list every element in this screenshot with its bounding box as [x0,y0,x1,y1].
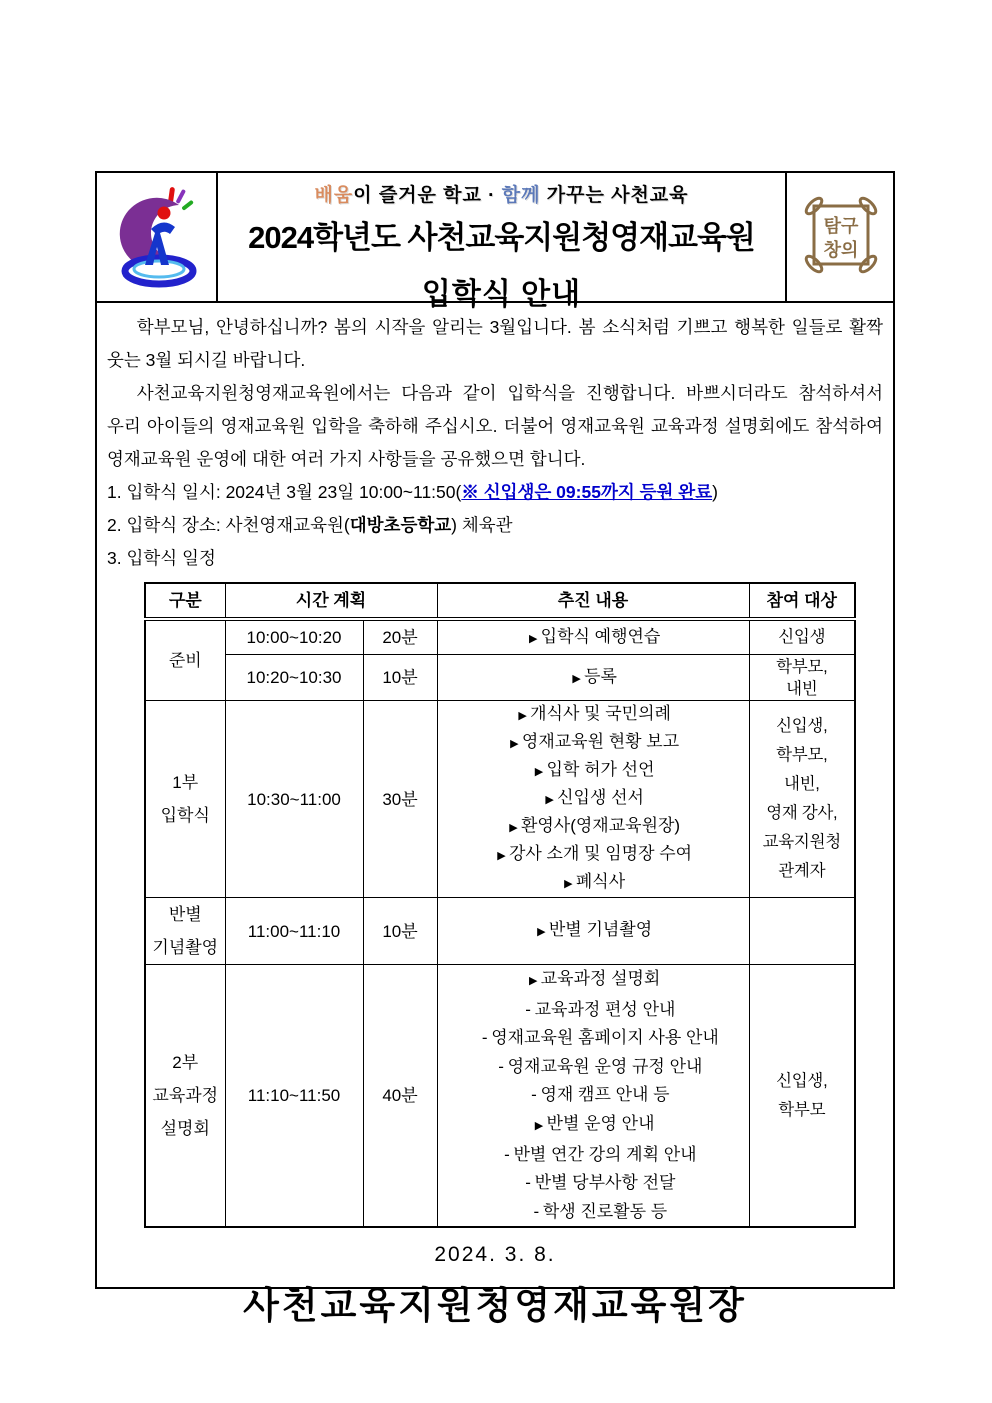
content-item: 환영사(영재교육원장) [520,816,681,835]
time-cell: 11:10~11:50 [225,965,363,1228]
duration-cell: 10분 [363,655,437,701]
header-participants: 참여 대상 [749,583,855,619]
content-cell [437,655,749,701]
group-label: 반별 [168,905,202,924]
content-item: 입학식 예행연습 [540,626,661,646]
content-item: 영재교육원 운영 규정 안내 [507,1056,703,1076]
stamp-text-line2: 창의 [823,239,859,260]
stamp-cell [785,173,893,301]
duration-cell: 10분 [363,898,437,965]
time-cell: 11:00~11:10 [225,898,363,965]
content-cell [437,701,749,898]
bullet-marker: ▶ [545,794,554,806]
participant-line: 내빈 [786,679,818,698]
datetime-prefix: 1. 입학식 일시: 2024년 3월 23일 10:00~11:50( [107,482,462,502]
table-row [145,965,855,1228]
content-item: 신입생 선서 [557,788,644,807]
item-ceremony-schedule: 3. 입학식 일정 [107,548,216,568]
participant-line: 학부모, [776,657,828,676]
participants-cell [749,619,855,655]
content-item: 반별 당부사항 전달 [534,1173,676,1193]
slogan-tail: 가꾸는 사천교육 [540,185,689,206]
bullet-marker: ▶ [528,632,538,645]
participant-line: 관계자 [778,862,826,880]
participant-line: 신입생, [776,717,828,735]
content-item: 영재교육원 홈페이지 사용 안내 [491,1028,719,1048]
group-label: 2부 [172,1053,199,1073]
header-content: 추진 내용 [437,583,749,619]
content-item: 폐식사 [575,872,626,891]
bullet-marker: ▶ [534,1119,544,1132]
group-cell [145,701,225,898]
time-cell: 10:30~11:00 [225,701,363,898]
content-cell [437,965,749,1228]
duration-cell: 20분 [363,619,437,655]
location-prefix: 2. 입학식 장소: 사천영재교육원( [107,515,350,535]
dash-marker: - [498,1056,504,1076]
dash-marker: - [525,1173,531,1193]
content-item: 등록 [584,666,617,686]
group-cell [145,965,225,1228]
title-cell [218,173,785,311]
participant-line: 교육지원청 [762,833,841,851]
group-label: 준비 [168,651,202,670]
datetime-highlight: ※ 신입생은 09:55까지 등원 완료 [461,482,713,502]
group-label: 교육과정 [152,1086,219,1106]
group-label: 입학식 [160,806,210,825]
logo-cell [97,173,218,301]
intro-paragraph: 사천교육지원청영재교육원에서는 다음과 같이 입학식을 진행합니다. 바쁘시더라도 참석하셔서 우리 아이들의 영재교육원 입학을 축하해 주십시오. 더불어 영재교육원 교육과정 설명회에도 참석하여 영재교육원 운영에 대한 여러 가지 사항들을 공유했으면 합니다. [107,383,883,469]
content-item: 개식사 및 국민의례 [530,704,671,723]
bullet-marker: ▶ [510,738,519,750]
dash-marker: - [504,1144,510,1164]
header-slogan [218,180,785,207]
bullet-marker: ▶ [518,710,527,722]
content-item: 반별 연간 강의 계획 안내 [513,1144,697,1164]
header-group: 구분 [145,583,225,619]
document-header [97,173,893,311]
document-date: 2024. 3. 8. [434,1243,556,1267]
schedule-table [144,582,856,1228]
table-row [145,655,855,701]
bullet-marker: ▶ [572,672,581,685]
document-body [97,303,893,1327]
time-cell: 10:00~10:20 [225,619,363,655]
table-header-row [145,583,855,619]
signature-title: 사천교육지원청영재교육원장 [243,1285,747,1327]
participant-line: 내빈, [783,775,820,793]
content-item: 영재교육원 현황 보고 [521,732,680,751]
sacheon-education-logo-icon [107,179,207,296]
time-cell: 10:20~10:30 [225,655,363,701]
bullet-marker: ▶ [534,766,544,778]
bullet-marker: ▶ [509,822,518,834]
group-label: 설명회 [160,1119,210,1139]
slogan-mid: 이 즐거운 학교 · [353,185,502,206]
duration-cell: 30분 [363,701,437,898]
participant-line: 학부모, [776,746,828,764]
dash-marker: - [533,1201,540,1221]
item-ceremony-location [107,509,883,542]
table-row [145,619,855,655]
content-cell [437,898,749,965]
content-item: 학생 진로활동 등 [542,1201,668,1221]
content-cell [437,619,749,655]
participant-line: 학부모 [778,1100,826,1119]
group-label: 1부 [172,773,199,792]
datetime-suffix: ) [712,482,718,502]
participant-line: 신입생 [778,628,826,646]
slogan-accent-learning: 배움 [314,185,354,206]
content-item: 반별 운영 안내 [546,1113,655,1133]
participant-line: 영재 강사, [766,804,838,822]
location-suffix: ) 체육관 [451,515,513,535]
document-title: 2024학년도 사천교육지원청영재교육원 [248,220,755,255]
location-school-name: 대방초등학교 [349,515,452,535]
group-cell [145,898,225,965]
duration-cell: 40분 [363,965,437,1228]
content-item: 강사 소개 및 임명장 수여 [508,844,693,863]
bullet-marker: ▶ [564,878,573,890]
item-ceremony-datetime [107,476,883,509]
bullet-marker: ▶ [497,850,506,862]
slogan-accent-together: 함께 [501,185,541,206]
content-item: 입학 허가 선언 [546,760,655,779]
participants-cell [749,701,855,898]
bullet-marker: ▶ [528,975,538,987]
content-item: 교육과정 설명회 [540,969,661,988]
content-item: 교육과정 편성 안내 [534,999,676,1019]
document-border [95,171,895,1327]
stamp-text-line1: 탐구 [823,215,859,236]
participants-cell [749,965,855,1228]
document-subtitle: 입학식 안내 [421,278,582,311]
table-row [145,701,855,898]
dash-marker: - [481,1028,488,1048]
content-item: 반별 기념촬영 [548,920,653,939]
dash-marker: - [531,1085,537,1105]
inquiry-creativity-stamp-icon [794,184,886,291]
participant-line: 신입생, [776,1071,828,1090]
bullet-marker: ▶ [537,926,546,938]
dash-marker: - [525,999,531,1019]
greeting-paragraph: 학부모님, 안녕하십니까? 봄의 시작을 알리는 3월입니다. 봄 소식처럼 기쁘고 행복한 일들로 활짝 웃는 3월 되시길 바랍니다. [107,317,883,370]
table-row [145,898,855,965]
content-item: 영재 캠프 안내 등 [540,1085,670,1105]
header-time-plan: 시간 계획 [225,583,437,619]
participants-cell [749,655,855,701]
group-cell [145,619,225,701]
participants-cell [749,898,855,965]
group-label: 기념촬영 [152,938,219,957]
